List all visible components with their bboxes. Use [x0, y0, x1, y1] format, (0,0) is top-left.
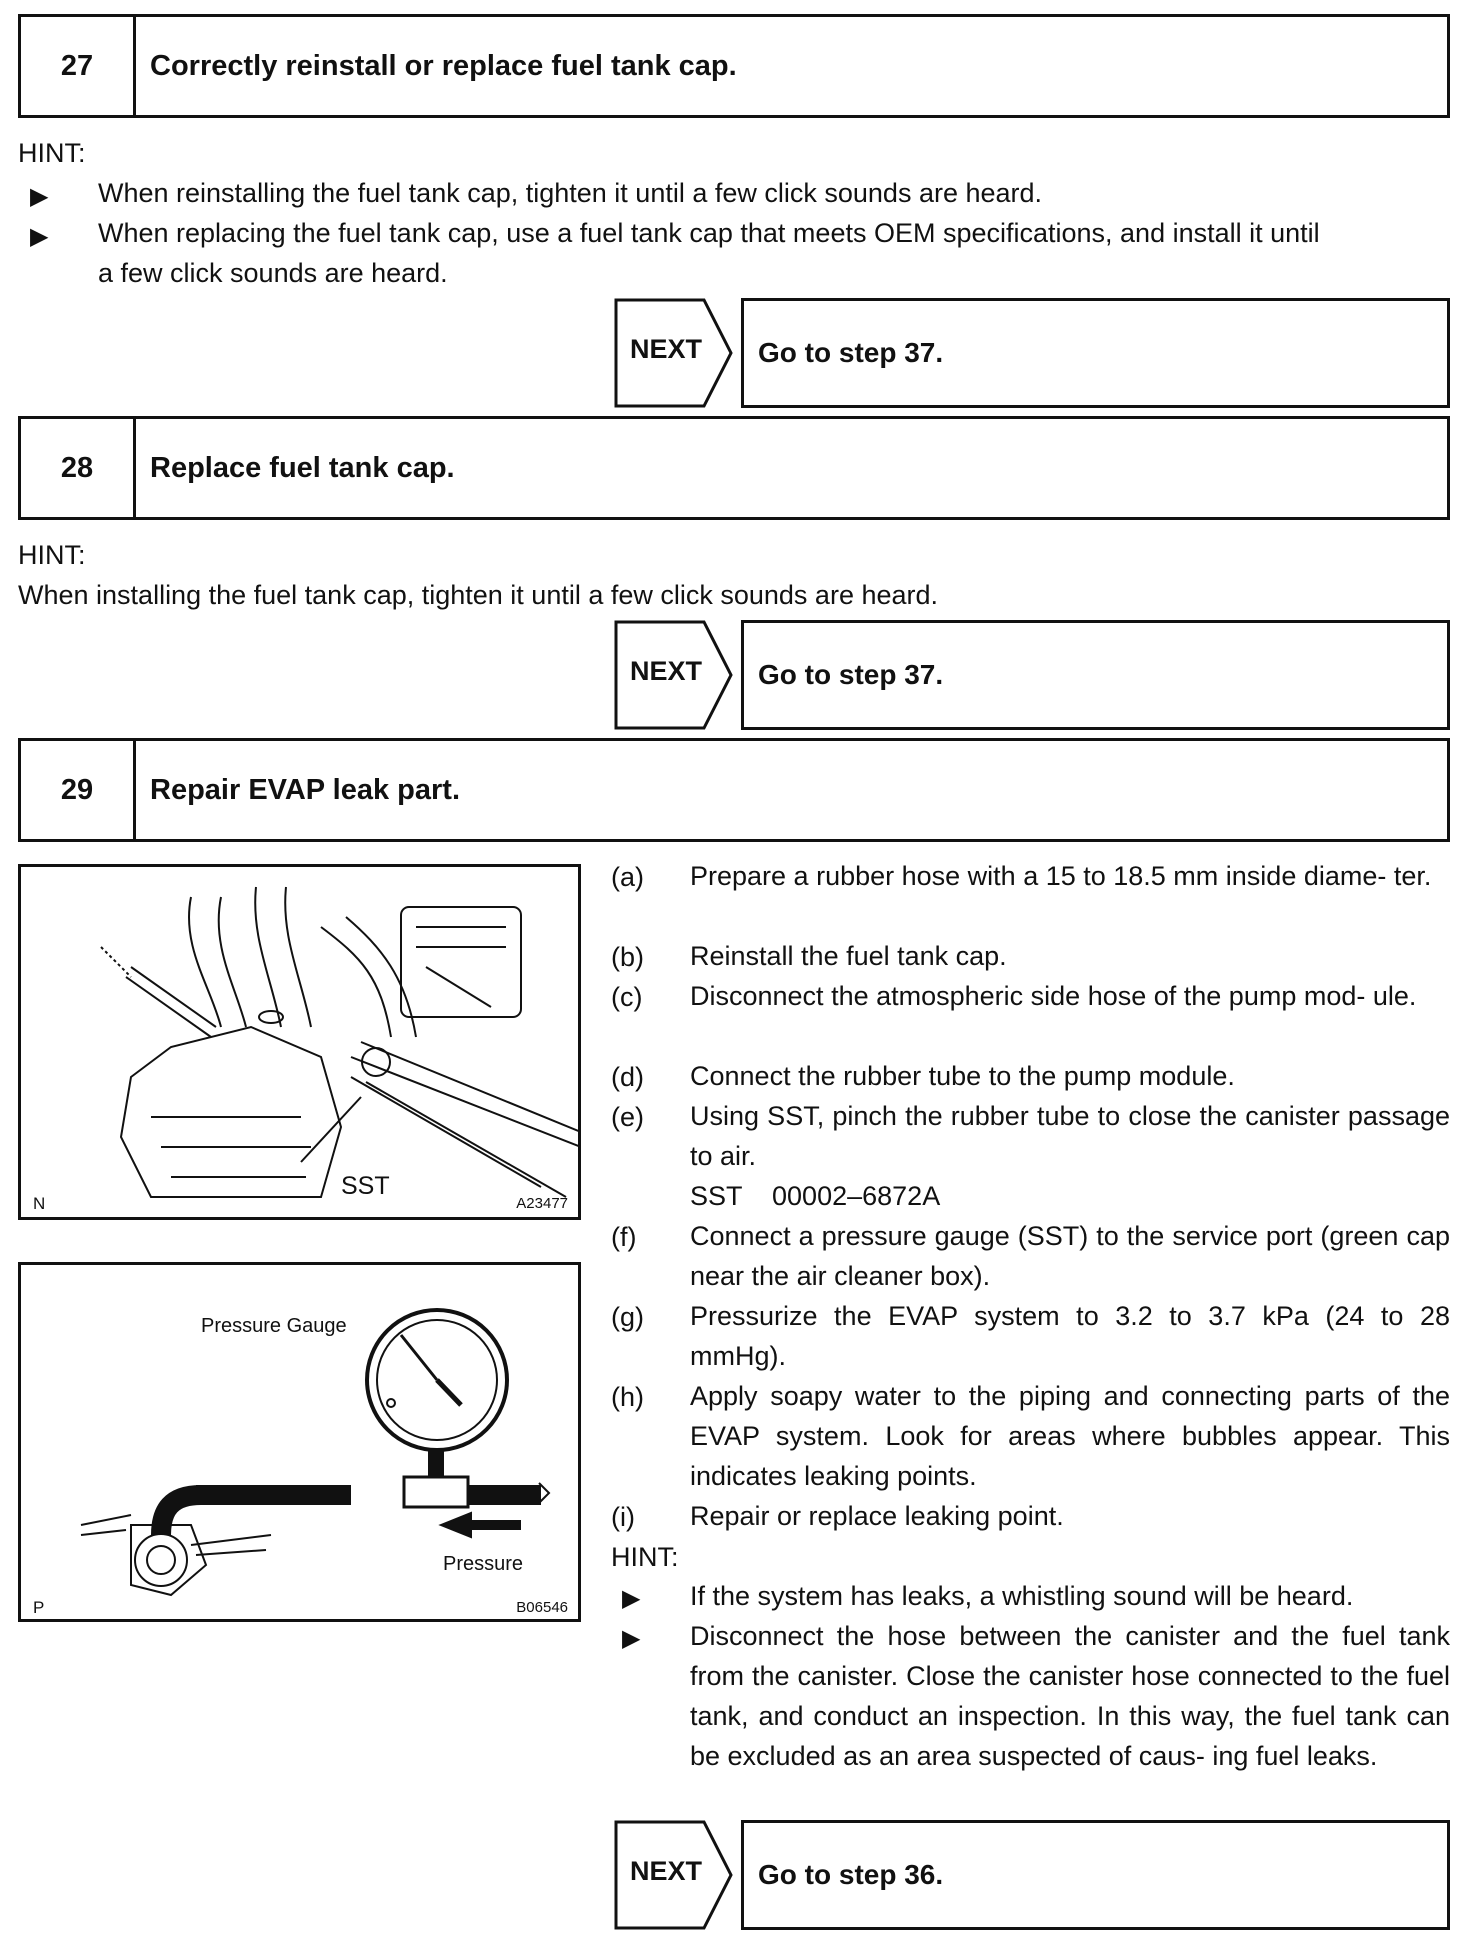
step-number: 27 [21, 17, 136, 115]
instruction-text: Repair or replace leaking point. [690, 1501, 1064, 1531]
next-step-27 [614, 298, 1450, 408]
pressure-label: Pressure [443, 1553, 524, 1575]
next-step-28 [614, 620, 1450, 730]
next-label: NEXT [630, 1856, 703, 1886]
item-label: (i) [611, 1502, 635, 1532]
next-step-29 [614, 1820, 1450, 1930]
figure-code: A23477 [516, 1195, 568, 1212]
instruction-text: Using SST, pinch the rubber tube to close the canister passage to air. [690, 1101, 1450, 1171]
step-number: 28 [21, 419, 136, 517]
item-label: (g) [611, 1302, 644, 1332]
hint-bullet: When reinstalling the fuel tank cap, tighten it until a few click sounds are heard. [98, 178, 1043, 208]
instruction-text: Apply soapy water to the piping and connecting parts of the EVAP system. Look for areas where bubbles appear. This indicates leaking points. [690, 1381, 1450, 1491]
bullet-icon: ▶ [30, 223, 49, 250]
bullet-icon: ▶ [622, 1585, 641, 1612]
instruction-text: Pressurize the EVAP system to 3.2 to 3.7 kPa (24 to 28 mmHg). [690, 1301, 1450, 1371]
step-29-header [18, 738, 1450, 842]
hint-label: HINT: [18, 138, 86, 168]
instruction-text: Prepare a rubber hose with a 15 to 18.5 mm inside diame- ter. [690, 861, 1432, 891]
item-label: (f) [611, 1222, 637, 1252]
next-target: Go to step 37. [741, 620, 1450, 730]
instruction-text: Reinstall the fuel tank cap. [690, 941, 1007, 971]
figure-sst-pinch [18, 864, 581, 1220]
hint-bullet: If the system has leaks, a whistling sound will be heard. [690, 1581, 1354, 1611]
item-label: (a) [611, 862, 644, 892]
hint-label: HINT: [611, 1542, 679, 1572]
hint-bullet: When replacing the fuel tank cap, use a fuel tank cap that meets OEM specifications, and install it until [98, 218, 1320, 248]
figure-corner-letter: P [33, 1598, 45, 1617]
next-label: NEXT [630, 334, 703, 364]
figure-corner-letter: N [33, 1194, 46, 1213]
step-title: Replace fuel tank cap. [150, 451, 455, 484]
hint-label: HINT: [18, 540, 86, 570]
next-target: Go to step 36. [741, 1820, 1450, 1930]
bullet-icon: ▶ [622, 1625, 641, 1652]
bullet-icon: ▶ [30, 183, 49, 210]
hint-bullet: Disconnect the hose between the canister and the fuel tank from the canister. Close the canister hose connected to the fuel tank, and conduct an inspection. In this way, the fuel tank can be excluded as an area suspected of caus- ing fuel leaks. [690, 1621, 1450, 1771]
figure-code: B06546 [516, 1599, 568, 1616]
hint-text: When installing the fuel tank cap, tighten it until a few click sounds are heard. [18, 580, 939, 610]
step-title: Correctly reinstall or replace fuel tank cap. [150, 49, 737, 82]
gauge-label: Pressure Gauge [201, 1315, 347, 1337]
step-28-header [18, 416, 1450, 520]
instruction-text: Connect the rubber tube to the pump module. [690, 1061, 1235, 1091]
item-label: (b) [611, 942, 644, 972]
step-27-header [18, 14, 1450, 118]
sst-callout: SST [341, 1172, 390, 1200]
sst-number: SST 00002–6872A [690, 1181, 941, 1211]
instruction-text: Connect a pressure gauge (SST) to the service port (green cap near the air cleaner box). [690, 1221, 1450, 1291]
next-label: NEXT [630, 656, 703, 686]
item-label: (e) [611, 1102, 644, 1132]
item-label: (d) [611, 1062, 644, 1092]
step-title: Repair EVAP leak part. [150, 773, 461, 806]
instruction-text: Disconnect the atmospheric side hose of the pump mod- ule. [690, 981, 1417, 1011]
item-label: (h) [611, 1382, 644, 1412]
figure-pressure-gauge [18, 1262, 581, 1622]
next-target: Go to step 37. [741, 298, 1450, 408]
step-number: 29 [21, 741, 136, 839]
item-label: (c) [611, 982, 643, 1012]
hint-bullet-continued: a few click sounds are heard. [98, 258, 448, 288]
sst-pinch-illustration [21, 867, 578, 1217]
